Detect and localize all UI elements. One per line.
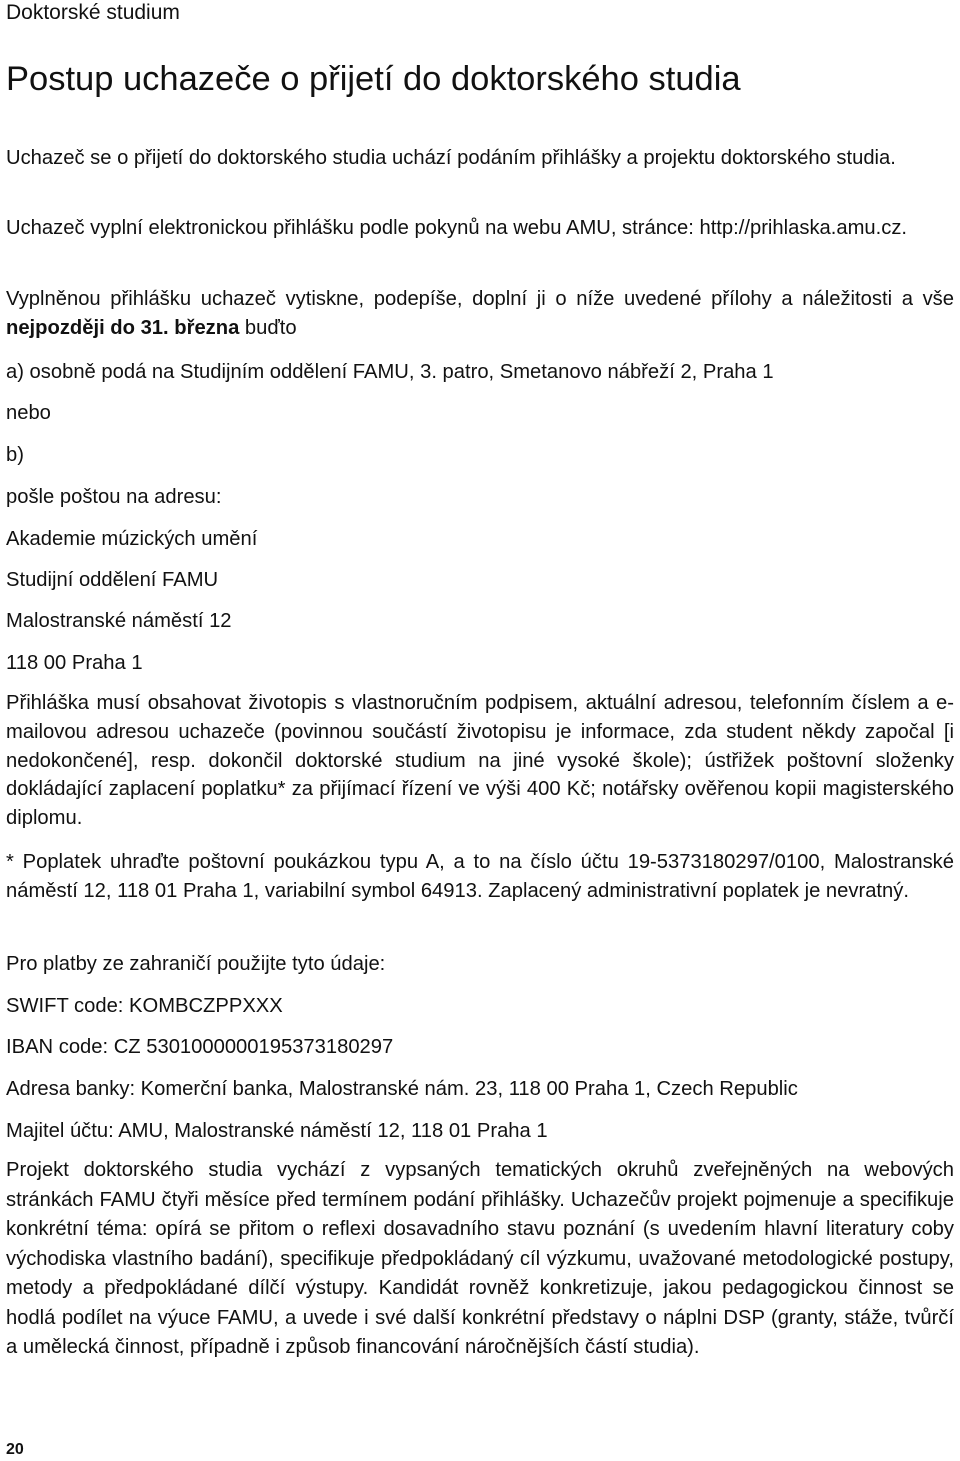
- paragraph-requirements: Přihláška musí obsahovat životopis s vlastnoručním podpisem, aktuální adresou, telefonním číslem a e-mailovou adresou uchazeče (povinnou součástí životopisu je informace, zda student někdy započal [i nedokončené], resp. dokončil doktorské studium na jiné vysoké škole); ústřižek poštovní složenky dokládající zaplacení poplatku* za přijímací řízení ve výši 400 Kč; notářsky ověřenou kopii magisterského diplomu.: [6, 692, 954, 830]
- paragraph-project: Projekt doktorského studia vychází z vypsaných tematických okruhů zveřejněných na webových stránkách FAMU čtyři měsíce před termínem podání přihlášky. Uchazečův projekt pojmenuje a specifikuje konkrétní téma: opírá se přitom o reflexi dosavadního stavu poznání (s uvedením hlavní literatury coby východiska vlastního badání), specifikuje předpokládaný cíl výzkumu, uvažované metodologické postupy, metody a předpokládané dílčí výstupy. Kandidát rovněž konkretizuje, jakou pedagogickou činnost se hodlá podílet na výuce FAMU, a uvede i své další konkrétní představy o náplni DSP (granty, stáže, tvůrčí a umělecká činnost, případně i způsob financování náročnějších částí studia).: [6, 1159, 954, 1358]
- running-header: Doktorské studium: [6, 1, 180, 24]
- paragraph-electronic-application: Uchazeč vyplní elektronickou přihlášku podle pokynů na webu AMU, stránce: http://prihlaska.amu.cz.: [6, 217, 908, 239]
- option-or: nebo: [6, 402, 51, 424]
- paragraph-fee-note: * Poplatek uhraďte poštovní poukázkou typu A, a to na číslo účtu 19-5373180297/0100, Malostranské náměstí 12, 118 01 Praha 1, variabilní symbol 64913. Zaplacený administrativní poplatek je nevratný.: [6, 851, 954, 902]
- paragraph-print-and-submit: [6, 285, 954, 343]
- option-b-label: b): [6, 444, 24, 466]
- bank-address: Adresa banky: Komerční banka, Malostranské nám. 23, 118 00 Praha 1, Czech Republic: [6, 1078, 798, 1100]
- print-text-pre: Vyplněnou přihlášku uchazeč vytiskne, podepíše, doplní ji o níže uvedené přílohy a náležitosti a vše: [6, 288, 954, 310]
- option-a-in-person: a) osobně podá na Studijním oddělení FAMU, 3. patro, Smetanovo nábřeží 2, Praha 1: [6, 361, 774, 383]
- account-owner: Majitel účtu: AMU, Malostranské náměstí 12, 118 01 Praha 1: [6, 1120, 548, 1142]
- address-line-3: Malostranské náměstí 12: [6, 610, 232, 632]
- address-line-4: 118 00 Praha 1: [6, 652, 143, 674]
- deadline-text: nejpozději do 31. března: [6, 317, 240, 339]
- address-line-2: Studijní oddělení FAMU: [6, 569, 219, 591]
- paragraph-foreign-payments: Pro platby ze zahraničí použijte tyto údaje:: [6, 953, 386, 975]
- page-number: 20: [6, 1441, 24, 1458]
- paragraph-intro: Uchazeč se o přijetí do doktorského studia uchází podáním přihlášky a projektu doktorského studia.: [6, 147, 896, 169]
- swift-code: SWIFT code: KOMBCZPPXXX: [6, 995, 283, 1017]
- address-line-1: Akademie múzických umění: [6, 528, 258, 550]
- option-b-by-mail: pošle poštou na adresu:: [6, 486, 222, 508]
- page-title: Postup uchazeče o přijetí do doktorského studia: [6, 60, 741, 98]
- iban-code: IBAN code: CZ 5301000000195373180297: [6, 1036, 394, 1058]
- print-text-post: buďto: [239, 317, 297, 339]
